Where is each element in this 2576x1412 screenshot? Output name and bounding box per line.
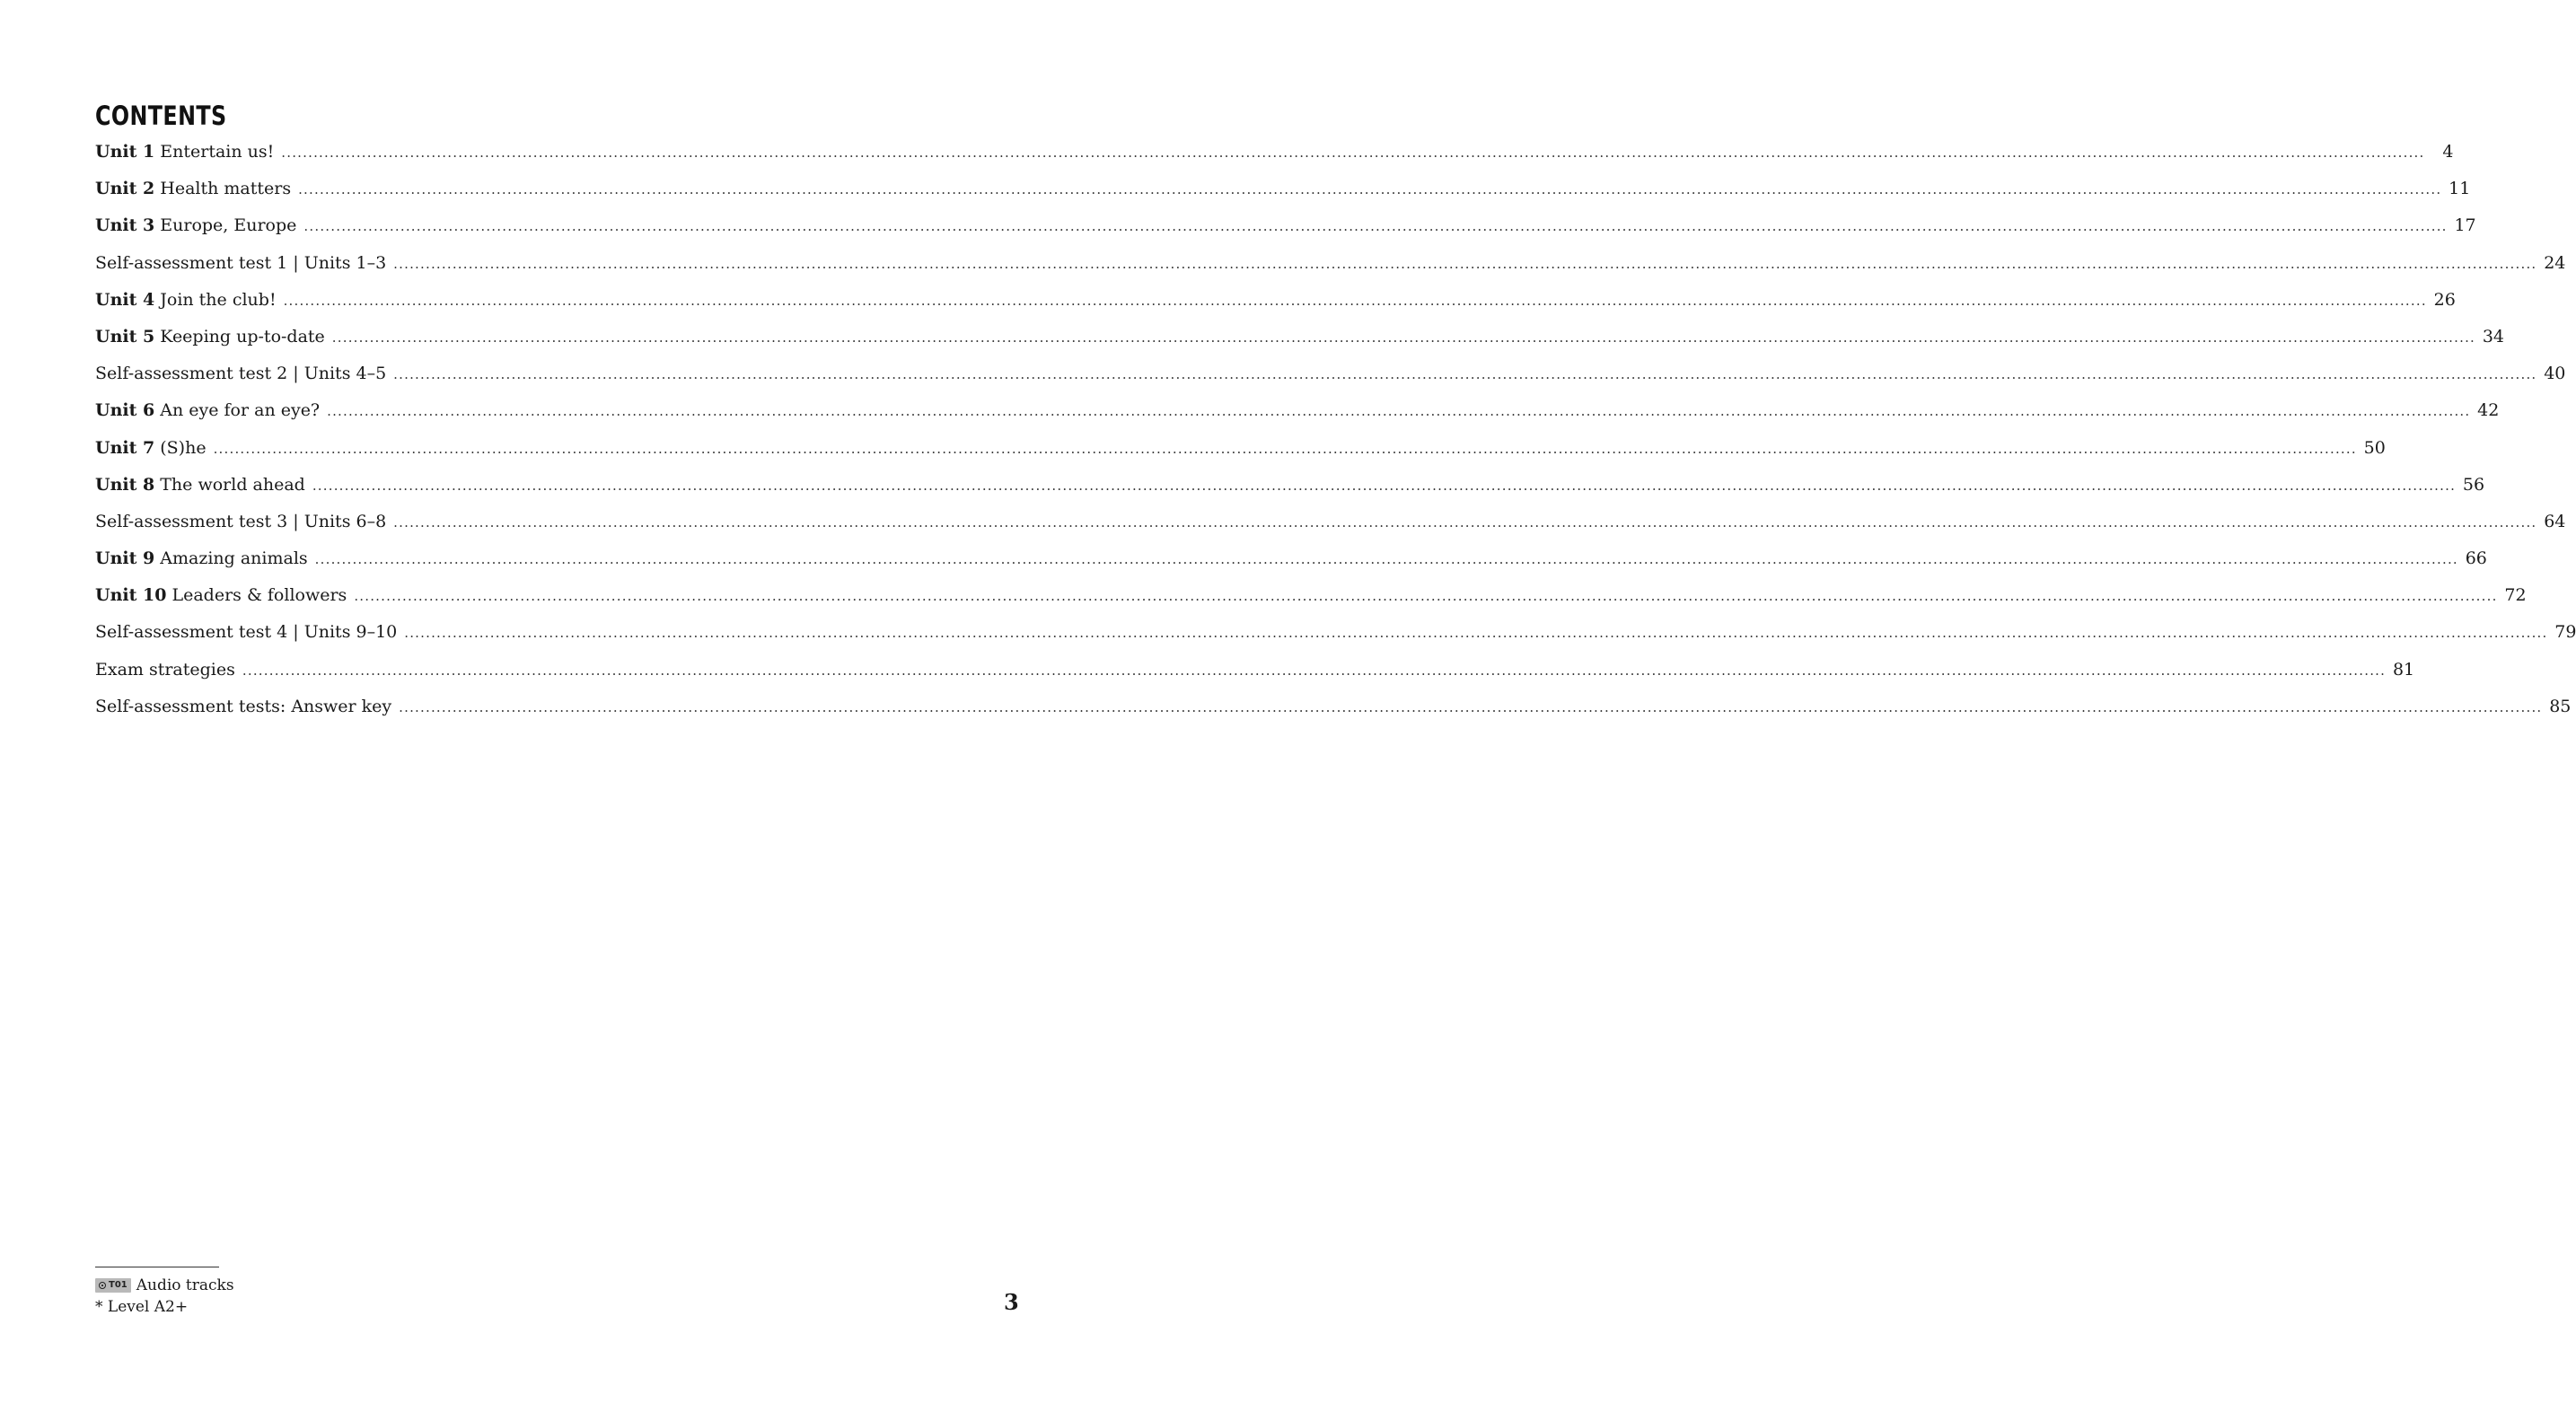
level-note: * Level A2+ (95, 1298, 189, 1316)
toc-entry[interactable] (95, 659, 2415, 697)
toc-entry-title (95, 290, 284, 310)
toc-entry-title (95, 438, 214, 458)
toc-entry-title (95, 548, 315, 568)
toc-entry[interactable] (95, 696, 2572, 733)
toc-entry[interactable] (95, 585, 2527, 622)
toc-entry-page: 50 (2363, 437, 2386, 458)
toc-leader-dots: ................................................................................................................................................................................................................................................................................................................................................................................................................ (327, 403, 2471, 420)
toc-leader-dots: ................................................................................................................................................................................................................................................................................................................................................................................................................ (242, 662, 2387, 679)
toc-leader-dots: ................................................................................................................................................................................................................................................................................................................................................................................................................ (354, 588, 2498, 605)
toc-entry-text: Self-assessment test 1 | Units 1–3 (95, 252, 387, 273)
audio-legend-label: Audio tracks (136, 1276, 234, 1294)
toc-entry-text: Join the club! (154, 289, 277, 310)
toc-entry-unit: Unit 4 (95, 289, 155, 310)
toc-entry-text: The world ahead (154, 474, 305, 495)
toc-entry[interactable] (95, 364, 2566, 400)
toc-entry-title (95, 179, 298, 198)
toc-leader-dots: ................................................................................................................................................................................................................................................................................................................................................................................................................ (393, 513, 2537, 531)
toc-entry-unit: Unit 1 (95, 142, 155, 162)
toc-entry-text: Amazing animals (154, 548, 308, 569)
toc-entry-unit: Unit 9 (95, 548, 155, 569)
toc-leader-dots: ................................................................................................................................................................................................................................................................................................................................................................................................................ (393, 255, 2537, 272)
toc-entry-text: Self-assessment tests: Answer key (95, 696, 392, 716)
toc-leader-dots: ................................................................................................................................................................................................................................................................................................................................................................................................................ (393, 366, 2537, 383)
track-badge-label: T01 (109, 1280, 127, 1290)
toc-entry-unit: Unit 5 (95, 326, 155, 346)
toc-entry-page: 64 (2544, 511, 2566, 531)
toc-entry-text: An eye for an eye? (154, 400, 321, 421)
toc-entry-unit: Unit 3 (95, 215, 155, 236)
toc-entry-page: 17 (2454, 215, 2476, 236)
toc-entry-text: Self-assessment test 2 | Units 4–5 (95, 364, 387, 384)
toc-entry-unit: Unit 6 (95, 400, 155, 421)
toc-entry-page: 72 (2504, 585, 2527, 606)
toc-leader-dots: ................................................................................................................................................................................................................................................................................................................................................................................................................ (399, 698, 2543, 715)
toc-leader-dots: ................................................................................................................................................................................................................................................................................................................................................................................................................ (283, 292, 2427, 309)
toc-entry-page: 11 (2449, 179, 2471, 199)
toc-entry-text: Self-assessment test 4 | Units 9–10 (95, 622, 398, 643)
toc-leader-dots: ................................................................................................................................................................................................................................................................................................................................................................................................................ (331, 329, 2476, 346)
toc-entry-page: 42 (2477, 400, 2500, 421)
toc-entry-text: Self-assessment test 3 | Units 6–8 (95, 511, 387, 531)
toc-entry-title (95, 512, 393, 531)
toc-entry-text: Europe, Europe (154, 215, 297, 236)
toc-entry-title (95, 660, 242, 680)
toc-entry[interactable] (95, 179, 2471, 215)
toc-entry[interactable] (95, 252, 2566, 290)
page-number: 3 (1004, 1289, 1019, 1315)
audio-track-badge (95, 1278, 131, 1293)
toc-leader-dots: ................................................................................................................................................................................................................................................................................................................................................................................................................ (404, 625, 2548, 642)
table-of-contents (95, 142, 2576, 733)
toc-entry-page: 85 (2549, 696, 2572, 716)
toc-entry-text: Health matters (154, 179, 292, 199)
audio-legend (95, 1275, 234, 1296)
toc-entry-text: Exam strategies (95, 659, 235, 680)
toc-leader-dots: ................................................................................................................................................................................................................................................................................................................................................................................................................ (303, 218, 2448, 235)
legend (95, 1275, 234, 1318)
toc-entry[interactable] (95, 511, 2566, 548)
toc-entry-text: Keeping up-to-date (154, 326, 325, 346)
toc-leader-dots: ................................................................................................................................................................................................................................................................................................................................................................................................................ (298, 181, 2442, 198)
toc-entry-title (95, 585, 354, 605)
toc-leader-dots: ................................................................................................................................................................................................................................................................................................................................................................................................................ (281, 145, 2425, 161)
toc-entry-unit: Unit 10 (95, 585, 167, 606)
toc-entry-title (95, 622, 404, 642)
toc-entry-title (95, 327, 332, 346)
toc-leader-dots: ................................................................................................................................................................................................................................................................................................................................................................................................................ (312, 477, 2457, 494)
toc-entry-text: Leaders & followers (166, 585, 347, 606)
toc-entry[interactable] (95, 474, 2485, 512)
toc-entry-page: 4 (2442, 142, 2454, 162)
toc-entry[interactable] (95, 400, 2500, 437)
toc-entry-title (95, 475, 312, 495)
toc-leader-dots: ................................................................................................................................................................................................................................................................................................................................................................................................................ (314, 551, 2458, 568)
toc-leader-dots: ................................................................................................................................................................................................................................................................................................................................................................................................................ (213, 440, 2357, 457)
toc-entry-unit: Unit 8 (95, 474, 155, 495)
toc-entry[interactable] (95, 142, 2454, 179)
page-title: CONTENTS (95, 101, 227, 131)
toc-entry-text: (S)he (154, 437, 207, 458)
toc-entry-unit: Unit 2 (95, 179, 155, 199)
toc-entry-page: 24 (2544, 252, 2566, 273)
toc-entry-page: 34 (2482, 326, 2505, 346)
toc-entry-page: 66 (2465, 548, 2487, 569)
toc-entry-page: 40 (2544, 364, 2566, 384)
toc-entry-title (95, 697, 399, 716)
toc-entry-title (95, 142, 281, 162)
toc-entry[interactable] (95, 622, 2576, 659)
toc-entry-title (95, 364, 393, 383)
toc-entry-page: 56 (2462, 474, 2485, 495)
toc-entry-text: Entertain us! (154, 142, 275, 162)
disc-icon (99, 1282, 106, 1289)
toc-entry-page: 81 (2392, 659, 2415, 680)
toc-entry[interactable] (95, 215, 2476, 252)
toc-entry[interactable] (95, 437, 2386, 475)
toc-entry-unit: Unit 7 (95, 437, 155, 458)
toc-entry-title (95, 400, 327, 420)
toc-entry-title (95, 215, 303, 235)
toc-entry-page: 26 (2433, 289, 2456, 310)
toc-entry-title (95, 253, 393, 273)
toc-entry[interactable] (95, 326, 2505, 364)
toc-entry-page: 79 (2554, 622, 2576, 643)
toc-entry[interactable] (95, 289, 2456, 327)
toc-entry[interactable] (95, 548, 2487, 585)
